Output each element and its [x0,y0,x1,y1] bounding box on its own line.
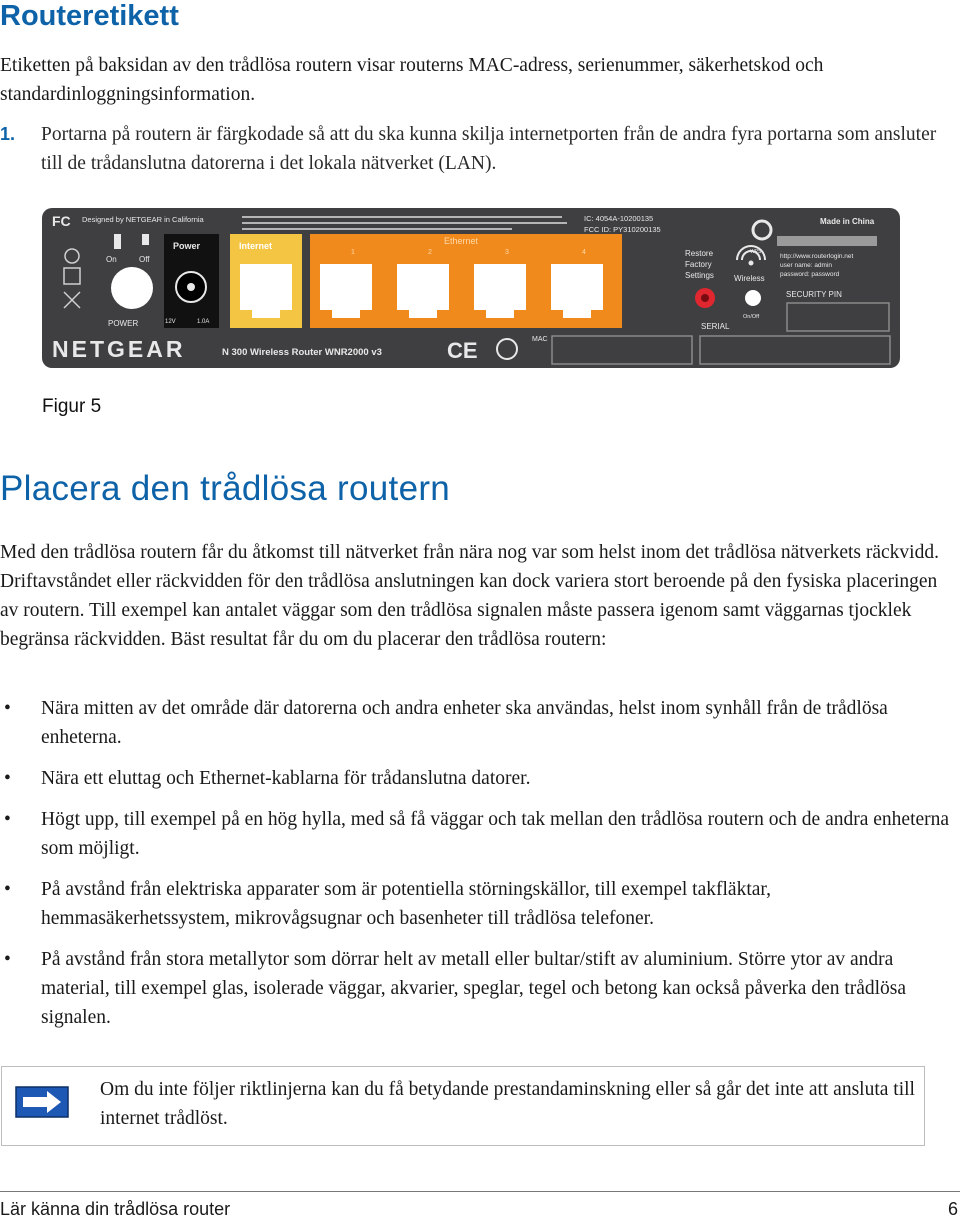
note-text: Om du inte följer riktlinjerna kan du få betydande prestandaminskning eller så går det inte att ansluta till internet trådlöst. [100,1079,915,1129]
login-user: user name: admin [780,262,833,269]
bullet-marker: • [4,768,11,789]
wireless-button [745,290,761,306]
onoff-label: On/Off [743,314,760,320]
model-text: N 300 Wireless Router WNR2000 v3 [222,347,382,358]
list-item-text: På avstånd från elektriska apparater som är potentiella störningskällor, till exempel takfläktar, hemmasäkerhetssystem, mikrovågsugnar och basenheter till trådlösa telefoner. [41,879,771,929]
netgear-logo: NETGEAR [52,336,186,362]
port-number-2: 2 [428,249,432,256]
intro-paragraph: Etiketten på baksidan av den trådlösa routern visar routerns MAC-adress, serienummer, säkerhetskod och standardinloggningsinformation. [0,55,824,105]
list-item [0,875,958,933]
ethernet-label: Ethernet [444,236,479,246]
port-number-4: 4 [582,249,586,256]
login-url: http://www.routerlogin.net [780,253,854,260]
arrow-right-icon [15,1086,69,1118]
router-label-figure [42,208,900,368]
restore-line-3: Settings [685,271,714,280]
list-item-text: Nära ett eluttag och Ethernet-kablarna för trådanslutna datorer. [41,768,531,789]
designed-text: Designed by NETGEAR in California [82,215,204,224]
footer-divider [0,1191,960,1192]
page-number: 6 [947,1199,958,1219]
power-label: Power [173,241,201,251]
list-item-text: Nära mitten av det område där datorerna och andra enheter ska användas, helst inom synhåll från de trådlösa enheterna. [41,698,888,748]
list-item-text: På avstånd från stora metallytor som dörrar helt av metall eller bultar/stift av aluminium. Större ytor av andra material, till exempel glas, isolerade väggar, akvarier, speglar, tegel och betong kan också påverka den trådlösa signalen. [41,949,907,1028]
fc-logo: FC [52,213,71,229]
on-label: On [106,255,117,264]
placement-paragraph: Med den trådlösa routern får du åtkomst till nätverket från nära nog var som helst inom det trådlösa nätverkets räckvidd. Driftavståndet eller räckvidden för den trådlösa anslutningen kan dock variera stort beroende på den fysiska placeringen av routern. Till exempel kan antalet väggar som den trådlösa signalen måste passera igenom samt väggarnas tjocklek begränsa räckvidden. Bäst resultat får du om du placerar den trådlösa routern: [0,542,939,650]
bullet-marker: • [4,809,11,830]
section-heading-placement: Placera den trådlösa routern [0,469,451,508]
ethernet-port-3 [474,264,526,318]
list-item-text: Högt upp, till exempel på en hög hylla, med så få väggar och tak mellan den trådlösa routern och de andra enheterna som möjligt. [41,809,950,859]
restore-line-1: Restore [685,249,714,258]
login-password: password: password [780,271,840,278]
port-number-3: 3 [505,249,509,256]
ethernet-port-4 [551,264,603,318]
svg-text:WPS: WPS [750,249,762,255]
mac-label: MAC [532,336,548,343]
security-pin-label: SECURITY PIN [786,290,842,299]
off-label: Off [139,255,150,264]
bullet-marker: • [4,949,11,970]
restore-line-2: Factory [685,260,712,269]
ic-text: IC: 4054A-10200135 [584,214,654,223]
voltage-label: 12V [165,319,176,325]
footer-chapter-title: Lär känna din trådlösa router [0,1199,231,1219]
serial-label: SERIAL [701,322,730,331]
internet-port [240,264,292,318]
list-item [0,805,958,863]
current-label: 1.0A [197,319,210,325]
note-box [1,1066,925,1146]
fcc-text: FCC ID: PY310200135 [584,225,661,234]
placement-bullet-list [0,694,958,1044]
port-number-1: 1 [351,249,355,256]
wireless-label: Wireless [734,274,765,283]
list-item [0,764,958,793]
step-number: 1. [0,124,16,144]
section-heading-router-label: Routeretikett [0,0,179,32]
bullet-marker: • [4,698,11,719]
ce-mark: CE [447,338,478,363]
step-text: Portarna på routern är färgkodade så att du ska kunna skilja internetporten från de andra fyra portarna som ansluter till de trådanslutna datorerna i det lokala nätverket (LAN). [41,124,937,174]
ethernet-port-1 [320,264,372,318]
sticker-box [777,236,877,246]
power-button [111,267,153,309]
ethernet-port-2 [397,264,449,318]
list-item [0,945,958,1032]
bullet-marker: • [4,879,11,900]
internet-label: Internet [239,241,273,251]
power-port-label: POWER [108,319,139,328]
made-in-text: Made in China [820,217,875,226]
figure-caption: Figur 5 [42,396,102,417]
list-item [0,694,958,752]
